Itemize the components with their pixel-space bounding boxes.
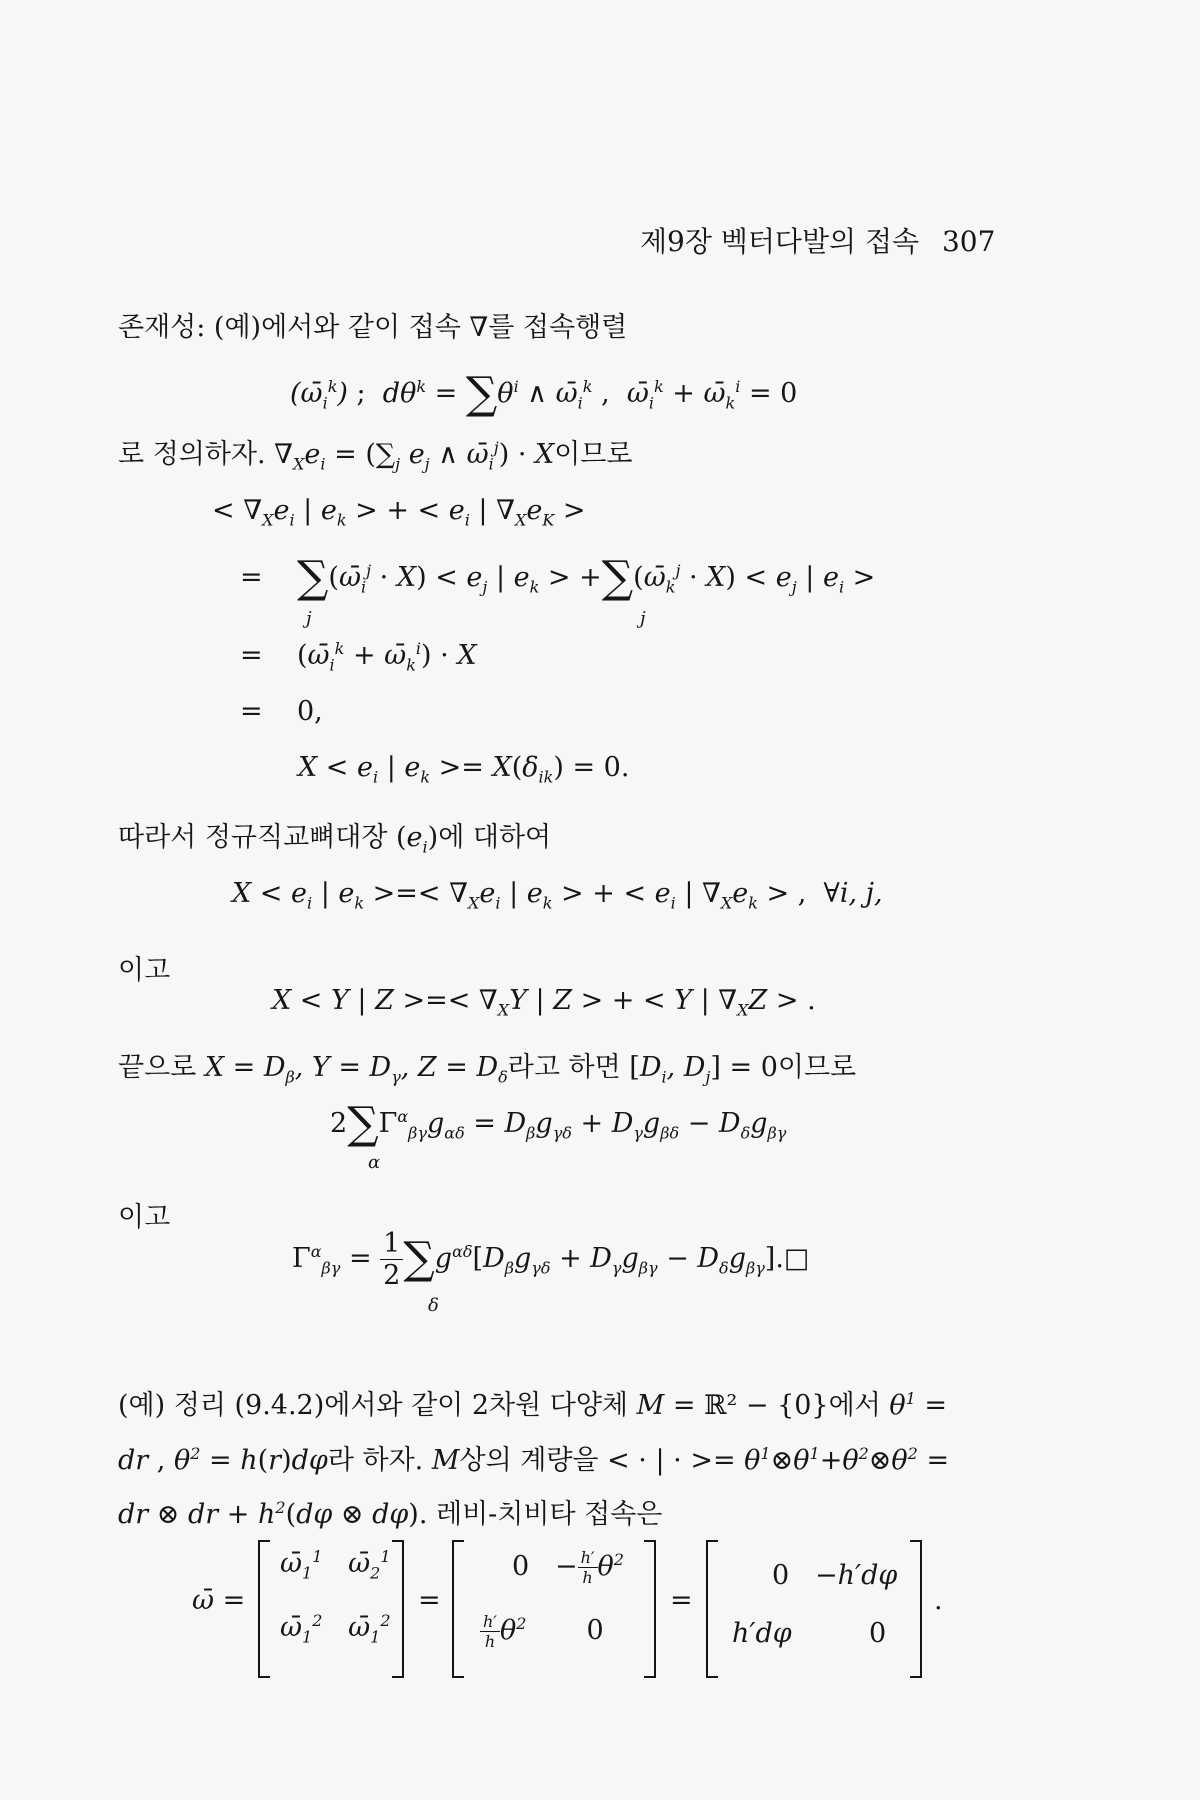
eq-connection-def: $(\omegā_i^k)$ ; $d\theta^k = \sum\theta^i$ ∧ $\omegā_i^k$ , $\omegā_i^k$ + $\omegā_k^i = 0$ <box>290 368 798 419</box>
sum-index-j-1: j <box>306 608 312 629</box>
define-line: 로 정의하자. $\nabla_Xe_i = (\sum_j$ $e_j$ ∧ $\omegā_i^j) \cdot X$이므로 <box>118 438 633 474</box>
existence-intro: 존재성: (예)에서와 같이 접속 ∇를 접속행렬 <box>118 312 628 343</box>
conjunction-and-1: 이고 <box>118 955 171 986</box>
calc-line-4: = 0, <box>240 696 323 727</box>
conjunction-and-2: 이고 <box>118 1202 171 1233</box>
matrix1-row2: $\omegā_1^2$ $\omegā_1^2$ <box>280 1611 391 1647</box>
page-number: 307 <box>941 225 996 258</box>
matrix3-row1: 0 −h′dφ <box>772 1560 898 1591</box>
chapter-title: 제9장 벡터다발의 접속 <box>640 225 920 258</box>
equals-sign-1: = <box>418 1585 441 1616</box>
matrix2-right-bracket <box>644 1540 656 1678</box>
example-line-3: dr ⊗ dr + $h^2(d\varphi$ ⊗ dφ). 레비-치비타 접속은 <box>118 1498 663 1530</box>
running-header <box>640 220 995 260</box>
orthonormal-line: 따라서 정규직교뼈대장 $(e_i)$에 대하여 <box>118 822 552 857</box>
eq-metric-compat: $X < e_i$ | $e_k$ >=< $\nabla_Xe_i$ | $e_k$ > + < $e_i$ | $\nabla_Xe_k$ > , ∀i, j, <box>232 878 883 913</box>
matrix2-left-bracket <box>452 1540 464 1678</box>
sum-index-alpha: α <box>368 1152 381 1173</box>
equals-sign-2: = <box>670 1585 693 1616</box>
example-line-2: dr , $\theta^2 = h(r)d\varphi$라 하자. M상의 계량을 < · | · >= $\theta^1\otimes\theta^1+\theta^2\otimes\theta^2$ = <box>118 1444 950 1476</box>
sum-index-delta: δ <box>428 1295 439 1316</box>
example-line-1: (예) 정리 (9.4.2)에서와 같이 2차원 다양체 M = ℝ² − {0}에서 $\theta^1$ = <box>118 1389 948 1421</box>
matrix2-row1: 0 − $\frac{h'}{h}$ $\theta^2$ <box>512 1548 624 1587</box>
matrix3-row2: h′dφ 0 <box>732 1618 887 1649</box>
matrix3-right-bracket <box>910 1540 922 1678</box>
matrix-period: . <box>934 1585 943 1616</box>
finally-line: 끝으로 $X = D_\beta$, $Y = D_\gamma$, $Z = D_\delta$라고 하면 [$D_i$, $D_j] = 0$이므로 <box>118 1052 857 1087</box>
calc-line-2: = $\sum(\omegā_i^j \cdot X) < e_j$ | $e_k$ > $+\sum(\omegā_k^j \cdot X) < e_j$ | $e_i$ > <box>240 552 876 603</box>
calc-line-3: = ($\omegā_i^k$ + $\omegā_k^i) \cdot X$ <box>240 639 477 675</box>
sum-index-j-2: j <box>640 608 646 629</box>
calc-line-1: < $\nabla_Xe_i$ | $e_k$ > + < $e_i$ | $\nabla_Xe_K$ > <box>212 495 586 530</box>
matrix1-left-bracket <box>258 1540 270 1678</box>
matrix1-right-bracket <box>392 1540 404 1678</box>
eq-xyz: X < Y | Z >=< $\nabla_XY$ | Z > + < Y | $\nabla_XZ$ > . <box>272 985 816 1020</box>
eq-gamma: $\Gamma^\alpha_{\beta\gamma}$ = $\frac{1}{2}$ $\sum g^{\alpha\delta}[D_\beta g_{\gamma\delta} + D_\gamma g_{\beta\gamma}$ − $D_\delta g_{\beta\gamma}].□$ <box>292 1228 810 1291</box>
eq-christoffel: $2\sum\Gamma^\alpha_{\beta\gamma}g_{\alpha\delta} = D_\beta g_{\gamma\delta} + D_\gamma g_{\beta\delta} - D_\delta g_{\beta\gamma}$ <box>330 1098 787 1149</box>
matrix3-left-bracket <box>706 1540 718 1678</box>
matrix2-row2: $\frac{h'}{h}$ $\theta^2$ 0 <box>480 1612 604 1651</box>
matrix1-row1: $\omegā_1^1$ $\omegā_2^1$ <box>280 1547 391 1583</box>
calc-line-5: $X < e_i$ | $e_k >= X(\delta_{ik}) = 0$. <box>298 752 630 787</box>
matrix-lhs: ω̄ = <box>192 1585 246 1616</box>
